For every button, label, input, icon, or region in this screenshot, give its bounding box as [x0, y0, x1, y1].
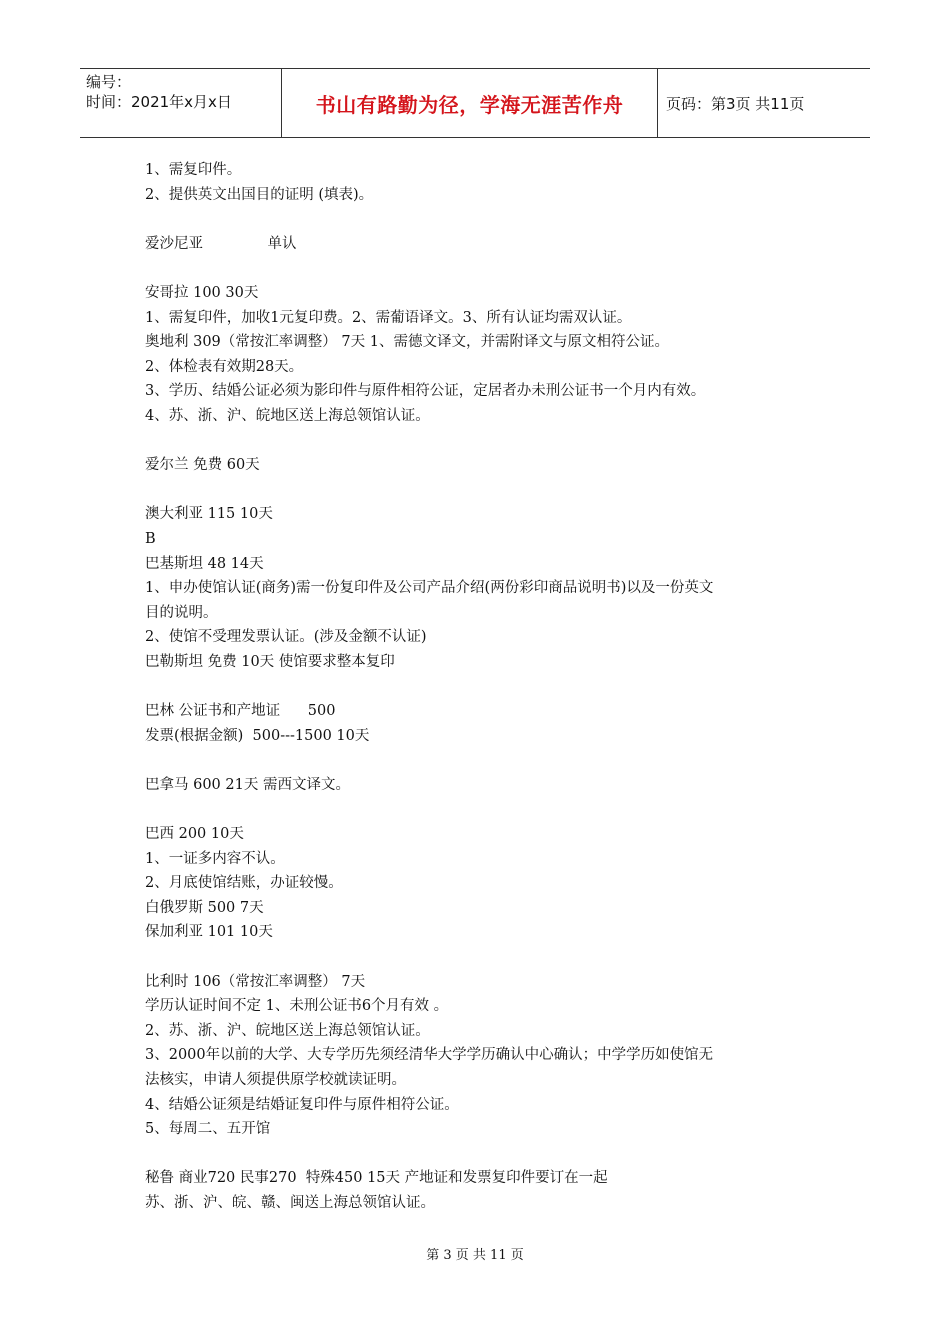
body-text-line: 巴西 200 10天 [145, 826, 244, 843]
body-text-line: 2、体检表有效期28天。 [145, 358, 304, 375]
blank-line [145, 429, 815, 454]
document-body [145, 158, 815, 1216]
header-meta [80, 69, 282, 137]
body-text-line: 2、月底使馆结账，办证较慢。 [145, 875, 343, 892]
body-text-line: 3、2000年以前的大学、大专学历先须经清华大学学历确认中心确认；中学学历如使馆无 [145, 1047, 714, 1064]
blank-line [145, 748, 815, 773]
page-footer: 第 3 页 共 11 页 [426, 1248, 524, 1263]
body-text-line: 5、每周二、五开馆 [145, 1121, 271, 1138]
blank-line [145, 797, 815, 822]
page-header [80, 68, 870, 138]
blank-line [145, 1142, 815, 1167]
document-number-label: 编号： [86, 73, 132, 91]
document-date-label: 时间：2021年x月x日 [86, 93, 232, 111]
body-text-line: 发票(根据金额) 500---1500 10天 [145, 727, 370, 744]
body-text-line: 爱沙尼亚 单认 [145, 235, 297, 252]
body-text-line: 巴基斯坦 48 14天 [145, 555, 264, 572]
body-text-line: 4、苏、浙、沪、皖地区送上海总领馆认证。 [145, 407, 430, 424]
blank-line [145, 674, 815, 699]
header-page-info-cell [658, 69, 870, 137]
body-text-line: 白俄罗斯 500 7天 [145, 899, 264, 916]
header-page-info: 页码：第3页 共11页 [666, 94, 805, 113]
body-text-line: 4、结婚公证须是结婚证复印件与原件相符公证。 [145, 1096, 459, 1113]
body-text-line: 比利时 106（常按汇率调整） 7天 [145, 973, 366, 990]
body-text-line: 法核实，申请人须提供原学校就读证明。 [145, 1071, 406, 1088]
body-text-line: 2、苏、浙、沪、皖地区送上海总领馆认证。 [145, 1022, 430, 1039]
body-text-line: 保加利亚 101 10天 [145, 924, 273, 941]
body-text-line: 巴拿马 600 21天 需西文译文。 [145, 776, 350, 793]
body-text-line: 2、使馆不受理发票认证。(涉及金额不认证) [145, 629, 427, 646]
blank-line [145, 478, 815, 503]
body-text-line: 安哥拉 100 30天 [145, 284, 259, 301]
body-text-line: 苏、浙、沪、皖、赣、闽送上海总领馆认证。 [145, 1194, 435, 1211]
body-text-line: 学历认证时间不定 1、未刑公证书6个月有效 。 [145, 998, 449, 1015]
body-text-line: 爱尔兰 免费 60天 [145, 457, 260, 474]
body-text-line: 巴林 公证书和产地证 500 [145, 703, 336, 720]
body-text-line: 1、需复印件。 [145, 162, 242, 178]
blank-line [145, 256, 815, 281]
body-text-line: 巴勒斯坦 免费 10天 使馆要求整本复印 [145, 653, 395, 670]
header-motto: 书山有路勤为径，学海无涯苦作舟 [315, 92, 624, 117]
body-text-line: 澳大利亚 115 10天 [145, 506, 273, 523]
body-text-line: 1、申办使馆认证(商务)需一份复印件及公司产品介绍(两份彩印商品说明书)以及一份英文 [145, 580, 714, 597]
body-text-line: 3、学历、结婚公证必须为影印件与原件相符公证，定居者办未刑公证书一个月内有效。 [145, 383, 706, 400]
blank-line [145, 207, 815, 232]
header-motto-cell [282, 69, 658, 137]
body-text-line: 1、需复印件，加收1元复印费。2、需葡语译文。3、所有认证均需双认证。 [145, 309, 632, 326]
body-text-line: 奥地利 309（常按汇率调整） 7天 1、需德文译文，并需附译文与原文相符公证。 [145, 334, 669, 351]
body-text-line: B [145, 530, 156, 547]
body-text-line: 1、一证多内容不认。 [145, 850, 285, 867]
blank-line [145, 945, 815, 970]
body-text-line: 2、提供英文出国目的证明 (填表)。 [145, 186, 374, 203]
body-text-line: 秘鲁 商业720 民事270 特殊450 15天 产地证和发票复印件要订在一起 [145, 1170, 608, 1187]
body-text-line: 目的说明。 [145, 604, 218, 621]
